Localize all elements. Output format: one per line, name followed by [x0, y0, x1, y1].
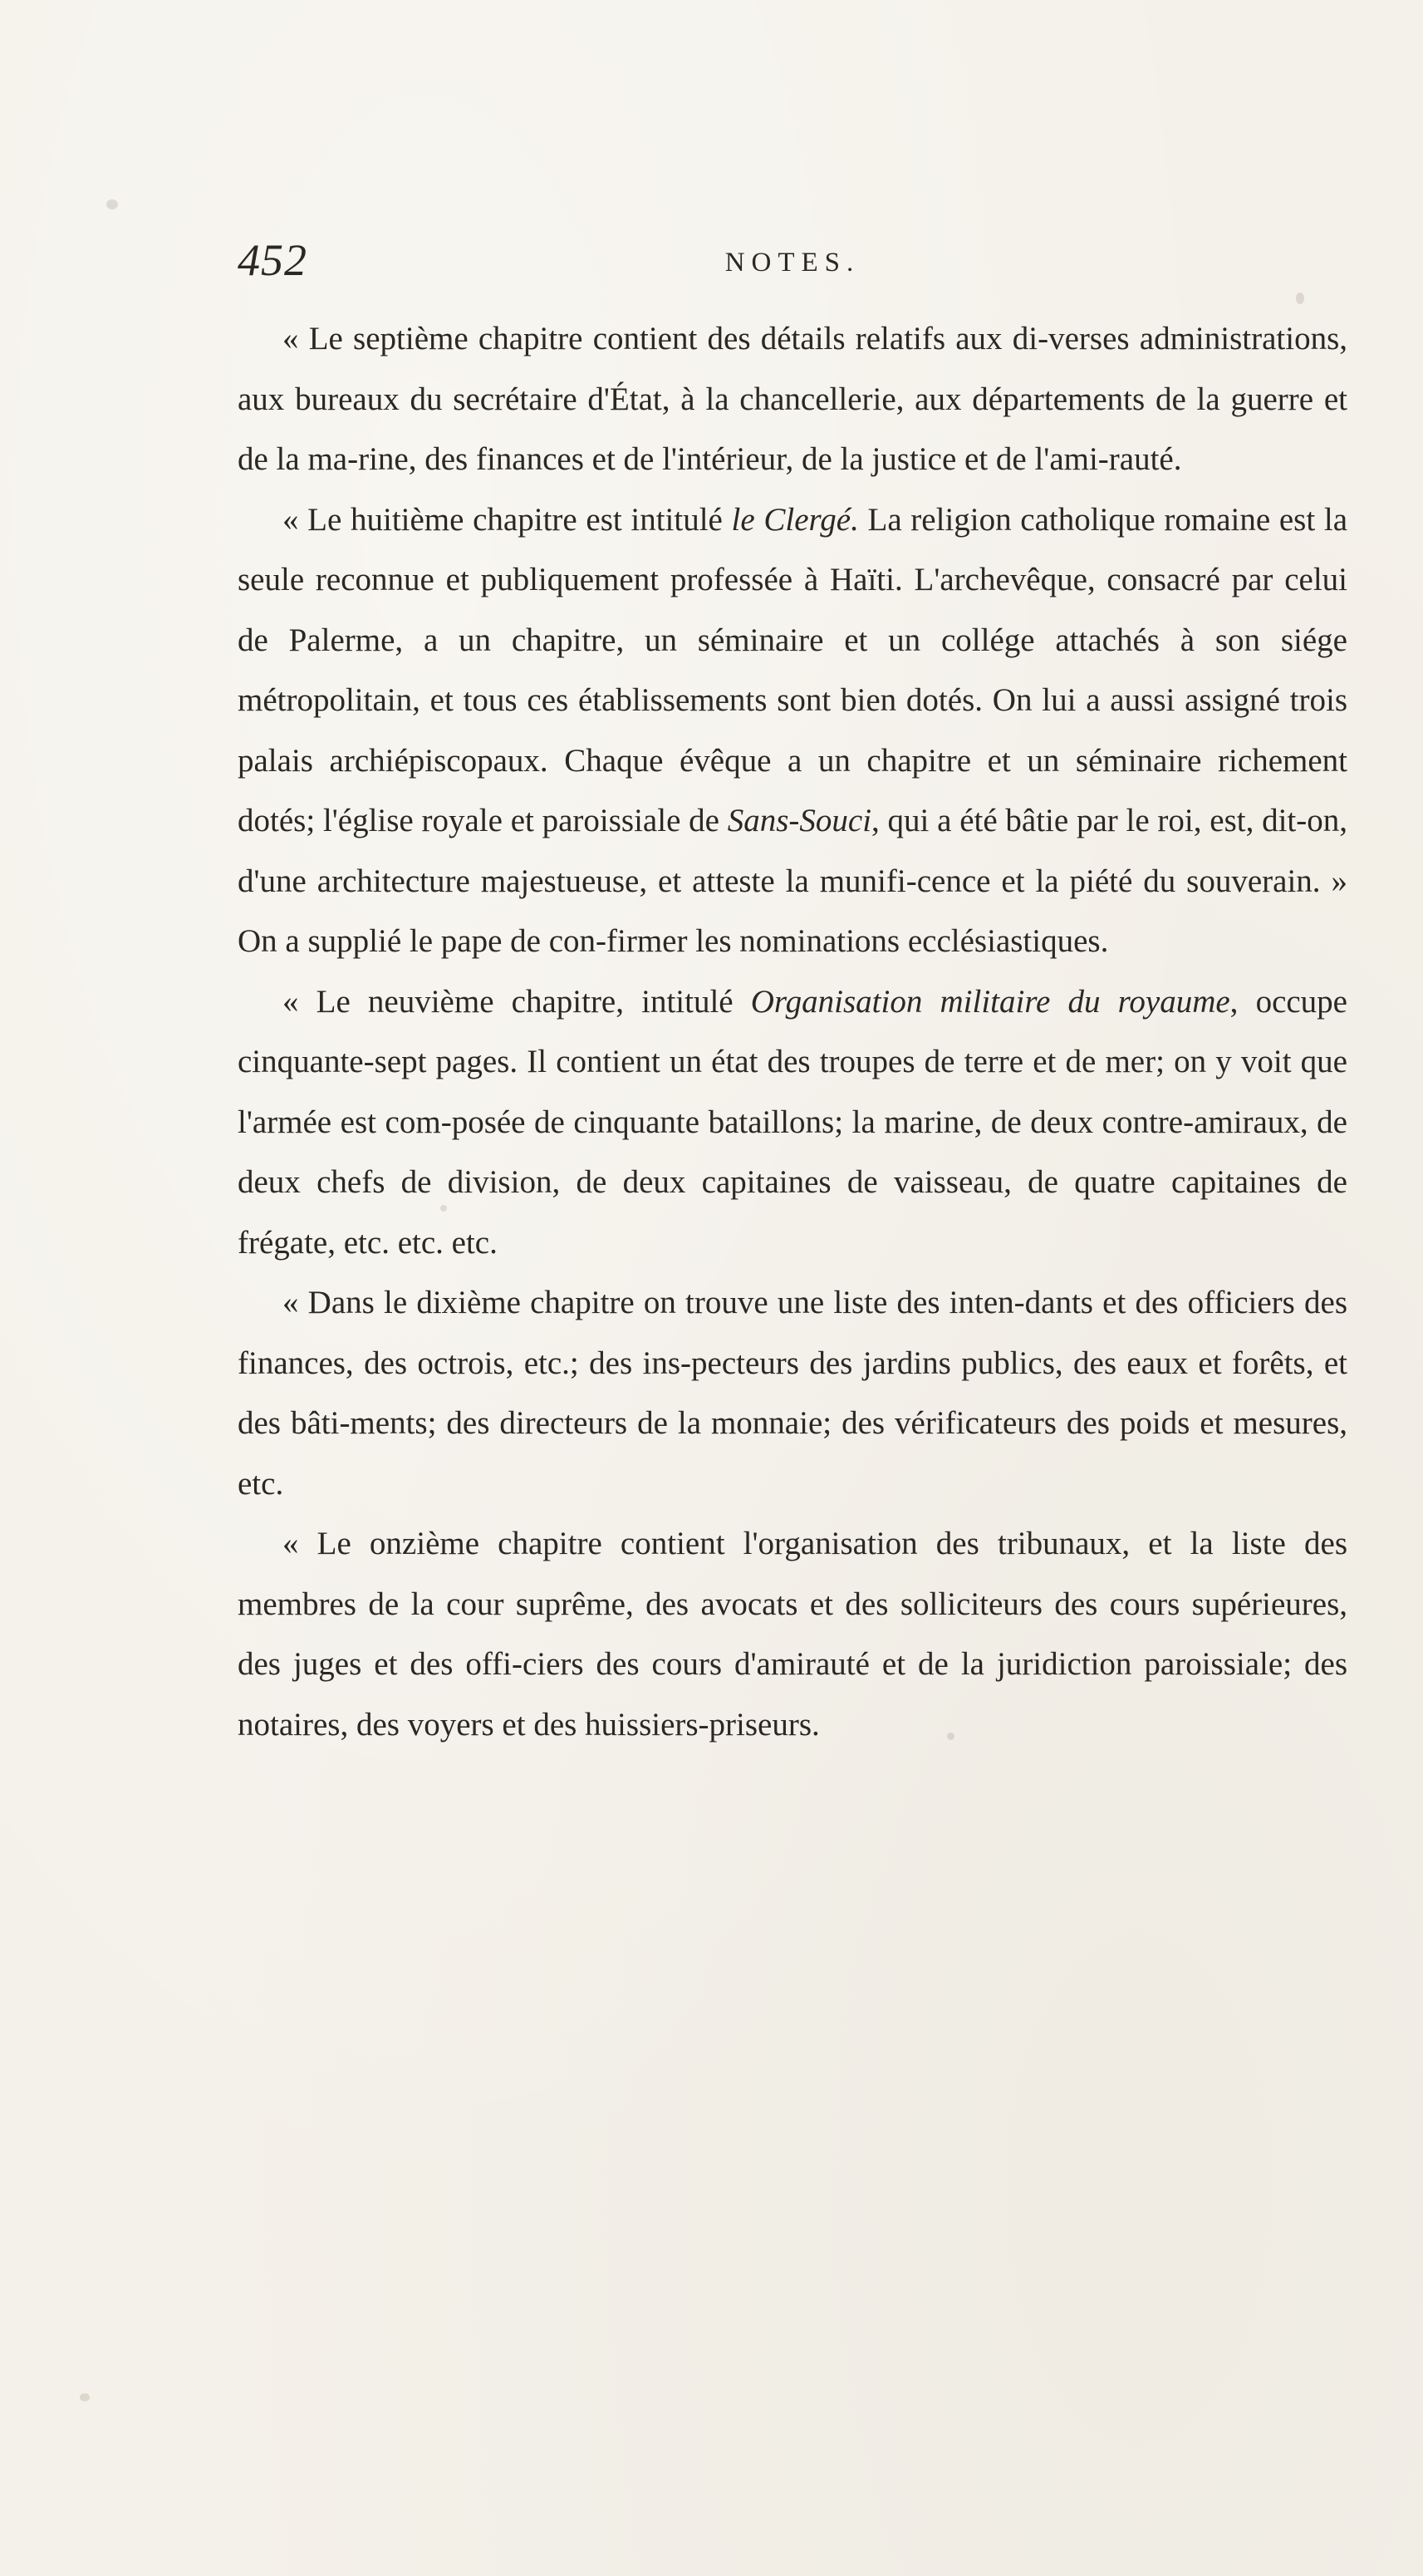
italic-place-sans-souci: Sans-Souci — [727, 803, 872, 838]
paper-speck — [440, 1205, 447, 1212]
paragraph-text: « Dans le dixième chapitre on trouve une liste des inten-dants et des officiers des finances, des octrois, etc.; des ins-pecteurs des jardins publics, des eaux et forêts, et des bâti-ments; des directeurs de la monnaie; des vérificateurs des poids et mesures, etc. — [238, 1285, 1347, 1502]
paragraph-chapter-nine — [238, 972, 1347, 1274]
running-head: NOTES. — [724, 248, 861, 278]
page-header — [238, 231, 1347, 289]
paragraph-chapter-seven — [238, 309, 1347, 490]
paragraph-chapter-ten — [238, 1273, 1347, 1514]
paper-speck — [947, 1733, 954, 1740]
body-text — [238, 309, 1347, 1755]
paragraph-text: « Le onzième chapitre contient l'organisation des tribunaux, et la liste des membres de la cour suprême, des avocats et des solliciteurs des cours supérieures, des juges et des offi-ciers des cours d'amirauté et de la juridiction paroissiale; des notaires, des voyers et des huissiers-priseurs. — [238, 1526, 1347, 1743]
paragraph-text: « Le neuvième chapitre, intitulé — [282, 983, 751, 1020]
paragraph-text: « Le huitième chapitre est intitulé — [282, 501, 732, 538]
italic-title-organisation: Organisation militaire du royaume — [750, 983, 1230, 1020]
paragraph-text: « Le septième chapitre contient des détails relatifs aux di-verses administrations, aux bureaux du secrétaire d'État, à la chancellerie, aux départements de la guerre et de la ma-rine, des finances et de l'intérieur, de la justice et de l'ami-rauté. — [238, 321, 1347, 477]
paper-speck — [1296, 293, 1304, 304]
page-number: 452 — [238, 235, 307, 285]
italic-title-clerge: le Clergé. — [731, 501, 859, 538]
paragraph-text: , qui a été bâtie par le roi, est, dit-on, d'une architecture majestueuse, et atteste la munifi-cence et la piété du souverain. » On a supplié le pape de con-firmer les nominations ecclésiastiques. — [238, 803, 1347, 959]
paragraph-text: , occupe cinquante-sept pages. Il contient un état des troupes de terre et de mer; on y voit que l'armée est com-posée de cinquante bataillons; la marine, de deux contre-amiraux, de deux chefs de division, de deux capitaines de vaisseau, de quatre capitaines de frégate, etc. etc. etc. — [238, 983, 1347, 1261]
paragraph-chapter-eleven — [238, 1514, 1347, 1755]
paper-speck — [80, 2393, 90, 2401]
paragraph-text: La religion catholique romaine est la seule reconnue et publiquement professée à Haïti. L'archevêque, consacré par celui de Palerme, a un chapitre, un séminaire et un collége attachés à son siége métropolitain, et tous ces établissements sont bien dotés. On lui a aussi assigné trois palais archiépiscopaux. Chaque évêque a un chapitre et un séminaire richement dotés; l'église royale et paroissiale de — [238, 501, 1348, 838]
paragraph-chapter-eight — [238, 490, 1347, 972]
paper-speck — [106, 199, 118, 209]
